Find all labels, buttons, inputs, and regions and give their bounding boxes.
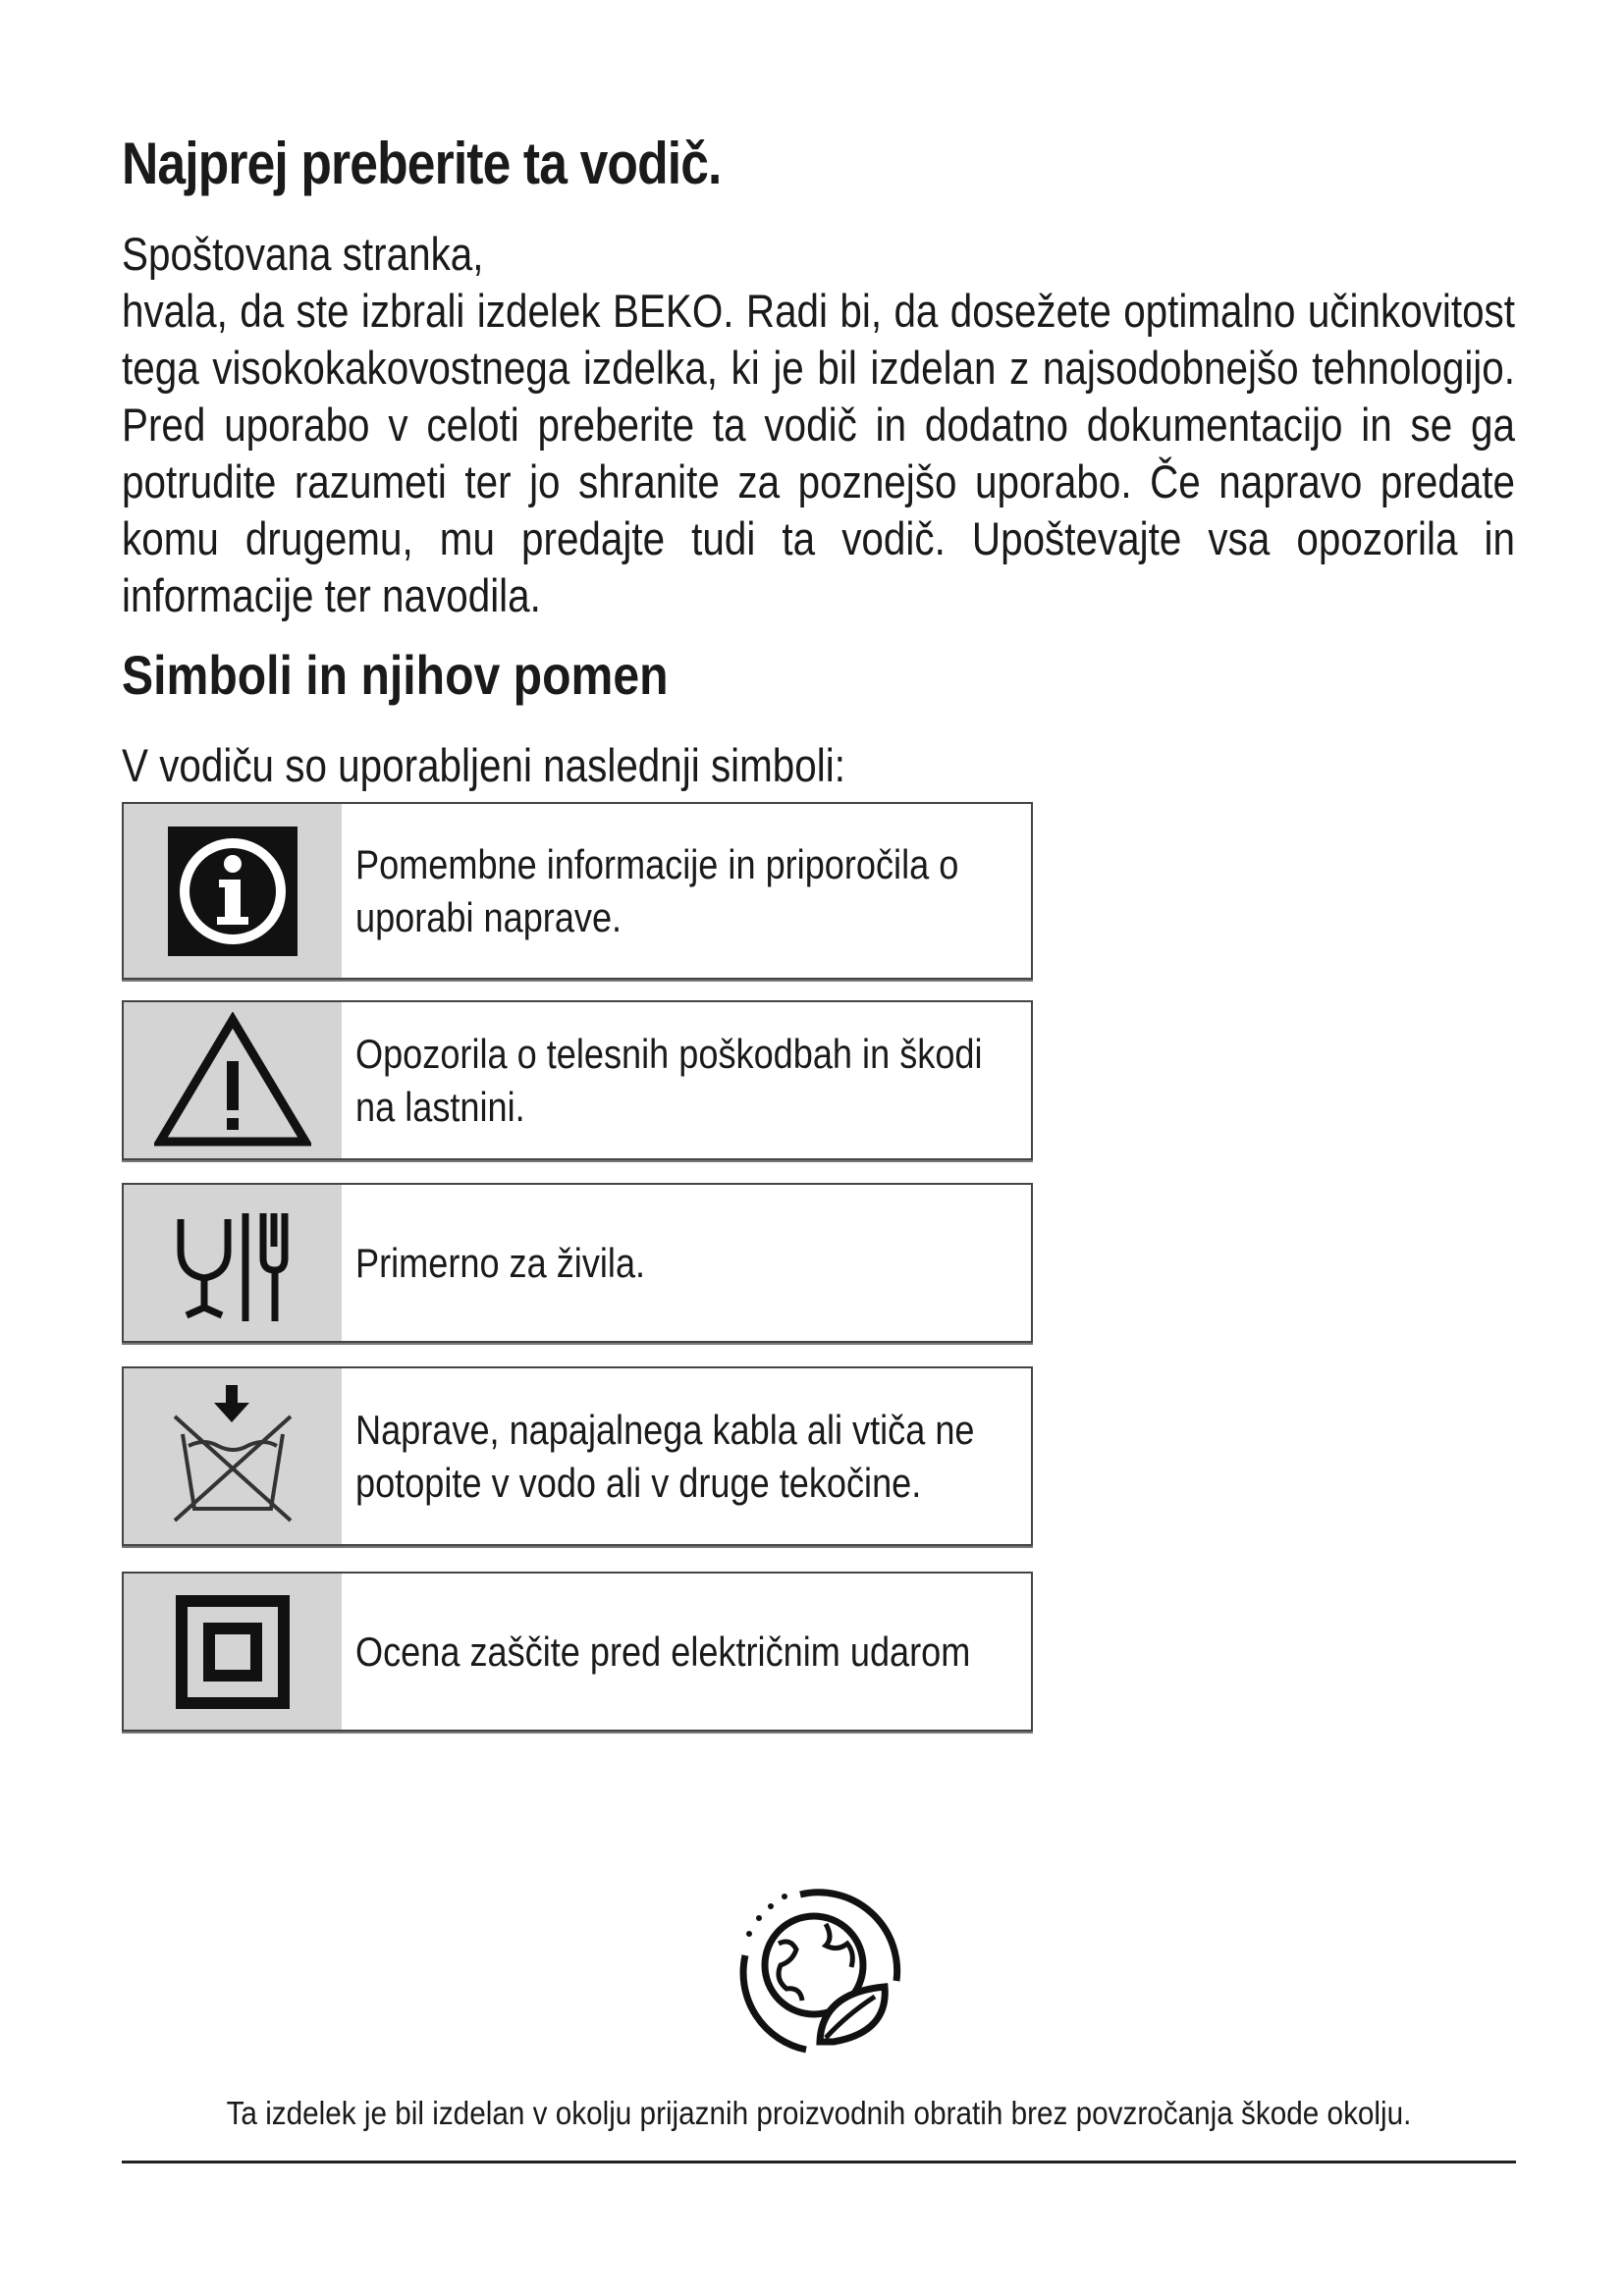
symbol-row-immersion [122,1366,1033,1546]
intro-paragraph: hvala, da ste izbrali izdelek BEKO. Radi bi, da dosežete optimalno učinkovitost tega visokokakovostnega izdelka, ki je bil izdelan z najsodobnejšo tehnologijo. Pred uporabo v celoti preberite ta vodič in dodatno dokumentacijo in se ga potrudite razumeti ter jo shranite za poznejšo uporabo. Če napravo predate komu drugemu, mu predajte tudi ta vodič. Upoštevajte vsa opozorila in informacije ter navodila. [122,285,1515,621]
symbols-lead: V vodiču so uporabljeni naslednji simboli: [122,739,845,791]
symbol-text-food: Primerno za živila. [355,1239,646,1286]
food-safe-icon [124,1185,342,1341]
info-icon [124,804,342,978]
symbol-text-immersion: Naprave, napajalnega kabla ali vtiča ne potopite v vodo ali v druge tekočine. [355,1406,975,1506]
page-title: Najprej preberite ta vodič. [122,131,722,196]
symbol-row-info [122,802,1033,980]
intro-block [122,226,1515,624]
salutation: Spoštovana stranka, [122,228,484,280]
bottom-divider [122,2161,1516,2163]
double-insulation-icon [124,1574,342,1730]
symbols-heading: Simboli in njihov pomen [122,644,669,706]
no-immersion-icon [124,1368,342,1544]
eco-globe-leaf-icon [731,1885,908,2061]
symbol-text-insulation: Ocena zaščite pred električnim udarom [355,1628,971,1675]
symbol-row-insulation [122,1572,1033,1732]
symbol-row-warning [122,1000,1033,1160]
symbol-row-food [122,1183,1033,1343]
symbol-text-info: Pomembne informacije in priporočila o uporabi naprave. [355,840,959,940]
footer-note: Ta izdelek je bil izdelan v okolju prijaznih proizvodnih obratih brez povzročanja škode okolju. [226,2095,1412,2131]
warning-icon [124,1002,342,1158]
symbol-text-warning: Opozorila o telesnih poškodbah in škodi na lastnini. [355,1030,983,1130]
